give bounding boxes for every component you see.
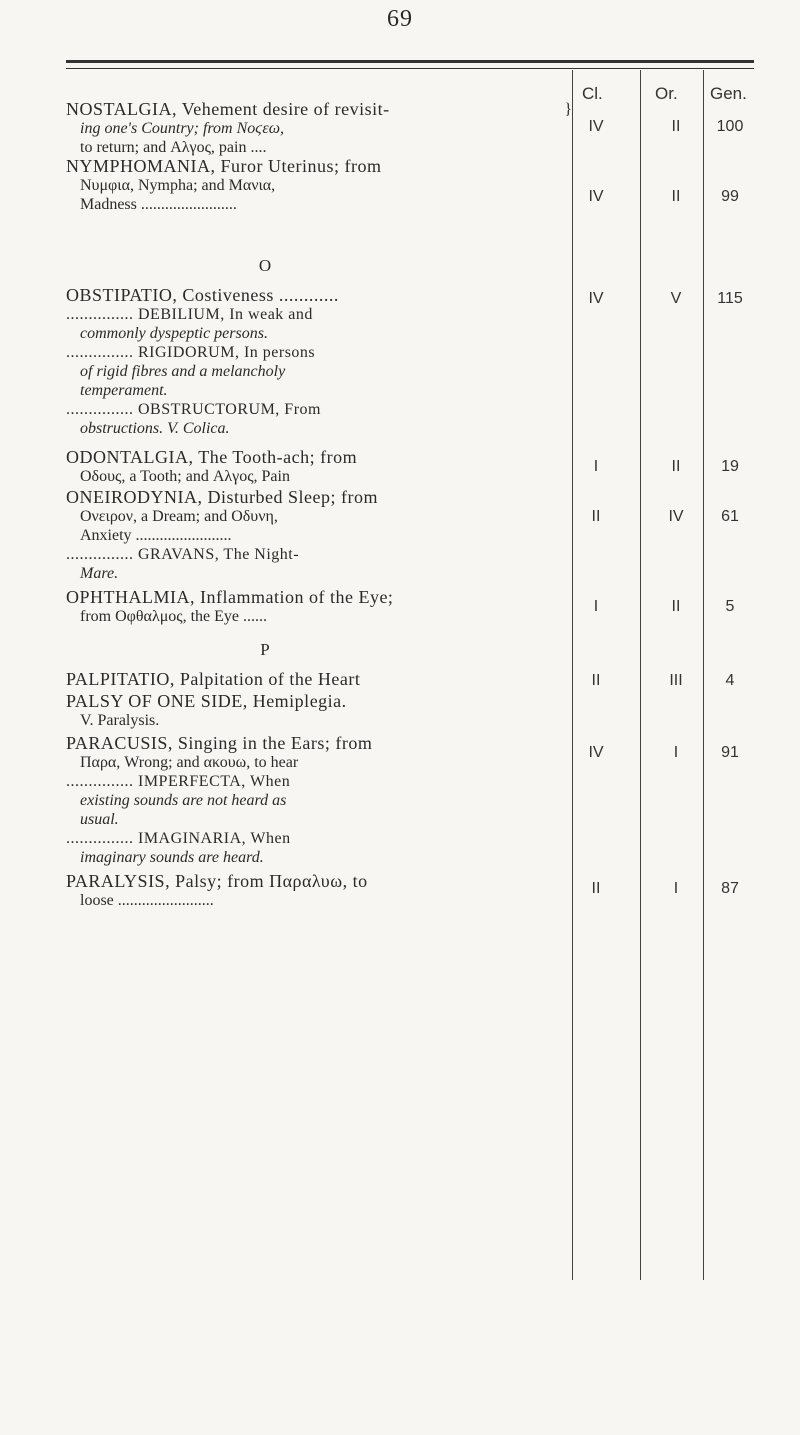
class-value: II (591, 508, 601, 525)
class-value: I (593, 598, 599, 615)
entry-line: to return; and Αλγος, pain .... (80, 139, 267, 156)
class-value: IV (588, 188, 604, 205)
section-letter: P (260, 640, 270, 659)
top-rule-thin (66, 68, 754, 69)
entry-line: ............... OBSTRUCTORUM, From (66, 401, 321, 418)
entry-line: commonly dyspeptic persons. (80, 325, 268, 342)
genus-value: 61 (721, 508, 739, 525)
order-value: I (673, 744, 679, 761)
entry-line: loose ........................ (80, 892, 214, 909)
entry-line: ODONTALGIA, The Tooth-ach; from (66, 447, 358, 467)
genus-value: 100 (716, 118, 744, 135)
section-letter: O (258, 256, 272, 275)
order-value: II (671, 188, 681, 205)
entry-line: usual. (80, 811, 119, 828)
order-value: III (669, 672, 683, 689)
entry-line: PARALYSIS, Palsy; from Παραλυω, to (66, 871, 368, 891)
order-value: II (671, 118, 681, 135)
entry-line: imaginary sounds are heard. (80, 849, 264, 866)
order-value: I (673, 880, 679, 897)
entry-line: NYMPHOMANIA, Furor Uterinus; from (66, 156, 382, 176)
genus-value: 115 (717, 290, 743, 307)
class-value: II (591, 672, 601, 689)
entry-line: from Οφθαλμος, the Eye ...... (80, 608, 268, 625)
genus-value: 99 (721, 188, 739, 205)
class-value: II (591, 880, 601, 897)
column-header-genus: Gen. (710, 84, 747, 103)
genus-value: 4 (725, 672, 735, 689)
entry-obstipatio (66, 286, 572, 438)
top-rule (66, 60, 754, 63)
page-number: 69 (387, 6, 413, 32)
entry-line: existing sounds are not heard as (80, 792, 287, 809)
order-value: II (671, 598, 681, 615)
entry-line: ............... IMAGINARIA, When (66, 830, 291, 847)
entry-line: Madness ........................ (80, 196, 237, 213)
entry-odontalgia (66, 448, 572, 486)
entry-line: Ονειρον, a Dream; and Οδυνη, (80, 508, 278, 525)
entry-line: Οδους, a Tooth; and Αλγος, Pain (80, 468, 290, 485)
entry-line: of rigid fibres and a melancholy (80, 363, 286, 380)
entry-line: ing one's Country; from Νοϛεω, (80, 120, 284, 137)
genus-value: 5 (725, 598, 735, 615)
order-value: V (670, 290, 682, 307)
column-divider (572, 70, 573, 1280)
entry-line: NOSTALGIA, Vehement desire of revisit- (66, 99, 390, 119)
entry-line: V. Paralysis. (80, 712, 160, 729)
column-divider (703, 70, 704, 1280)
entry-palsy (66, 692, 572, 730)
entry-line: PALSY OF ONE SIDE, Hemiplegia. (66, 691, 347, 711)
class-value: IV (588, 118, 604, 135)
entry-line: ............... IMPERFECTA, When (66, 773, 291, 790)
column-divider (640, 70, 641, 1280)
entry-line: ONEIRODYNIA, Disturbed Sleep; from (66, 487, 378, 507)
entry-line: OBSTIPATIO, Costiveness ............ (66, 285, 339, 305)
class-value: IV (588, 744, 604, 761)
entry-line: PARACUSIS, Singing in the Ears; from (66, 733, 373, 753)
entry-line: Νυμφια, Nympha; and Μανια, (80, 177, 276, 194)
entry-line: PALPITATIO, Palpitation of the Heart (66, 669, 361, 689)
entry-nostalgia (66, 100, 572, 214)
entry-line: temperament. (80, 382, 168, 399)
order-value: IV (668, 508, 684, 525)
genus-value: 91 (721, 744, 739, 761)
entry-ophthalmia (66, 588, 572, 626)
entry-palpitatio (66, 670, 572, 689)
entry-line: obstructions. V. Colica. (80, 420, 230, 437)
class-value: I (593, 458, 599, 475)
entry-line: ............... RIGIDORUM, In persons (66, 344, 316, 361)
entry-paracusis (66, 734, 572, 867)
entry-line: Anxiety ........................ (80, 527, 232, 544)
class-value: IV (588, 290, 604, 307)
entry-paralysis (66, 872, 572, 910)
entry-line: OPHTHALMIA, Inflammation of the Eye; (66, 587, 394, 607)
order-value: II (671, 458, 681, 475)
entry-line: Mare. (80, 565, 119, 582)
entry-line: Παρα, Wrong; and ακουω, to hear (80, 754, 299, 771)
column-header-order: Or. (655, 84, 678, 103)
entry-line: ............... GRAVANS, The Night- (66, 546, 300, 563)
genus-value: 87 (721, 880, 739, 897)
column-header-class: Cl. (582, 84, 603, 103)
entry-oneirodynia (66, 488, 572, 583)
genus-value: 19 (721, 458, 739, 475)
entry-line: ............... DEBILIUM, In weak and (66, 306, 313, 323)
